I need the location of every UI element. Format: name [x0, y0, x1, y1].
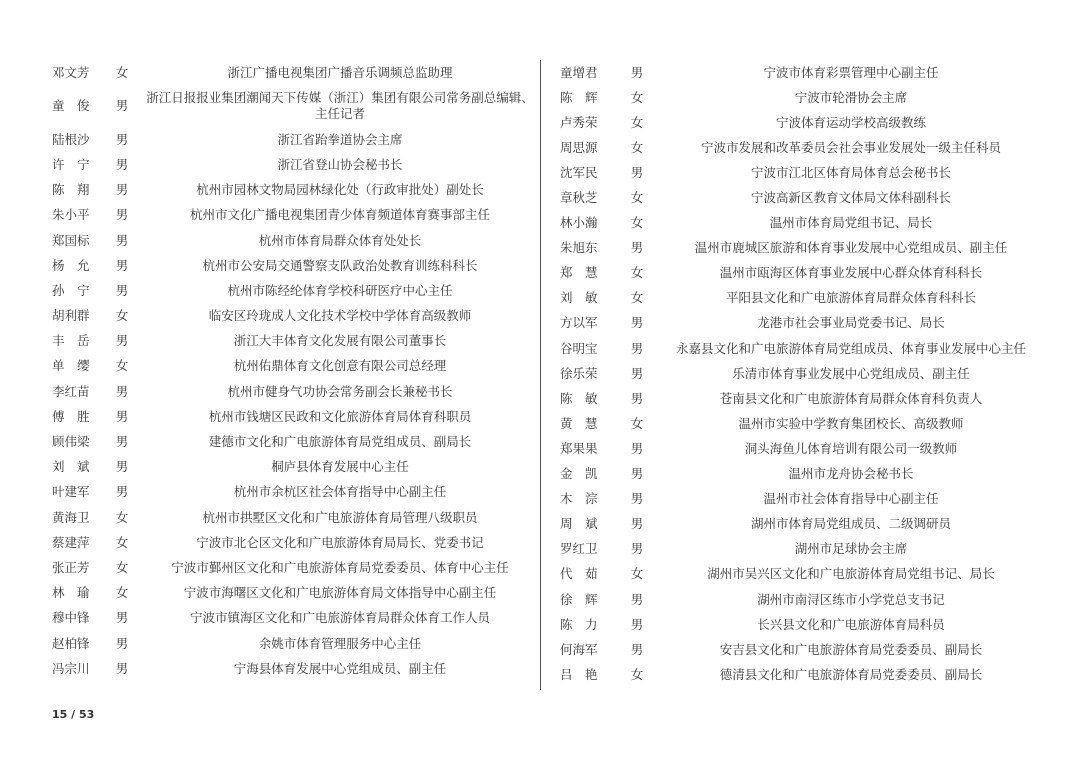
person-title: 浙江省登山协会秘书长	[277, 156, 403, 172]
person-title: 德清县文化和广电旅游体育局党委委员、副局长	[719, 666, 983, 682]
list-item	[560, 411, 1040, 436]
person-title: 杭州市园林文物局园林绿化处（行政审批处）副处长	[196, 182, 484, 198]
person-name: 木 淙	[560, 491, 598, 507]
person-title: 宁波市发展和改革委员会社会事业发展处一级主任科员	[700, 139, 1001, 155]
person-gender: 男	[630, 466, 644, 482]
list-item	[560, 110, 1040, 135]
list-item	[52, 178, 534, 203]
person-title: 杭州市公安局交通警察支队政治处教育训练科科长	[202, 257, 478, 273]
person-title: 宁波市江北区体育局体育总会秘书长	[750, 164, 951, 180]
person-name: 丰 岳	[52, 333, 90, 349]
person-gender: 男	[115, 660, 129, 676]
person-title: 浙江广播电视集团广播音乐调频总监助理	[227, 64, 453, 80]
person-name: 周 斌	[560, 516, 598, 532]
list-item	[52, 429, 534, 454]
person-title: 杭州市钱塘区民政和文化旅游体育局体育科职员	[208, 408, 472, 424]
list-item	[52, 606, 534, 631]
list-item	[560, 462, 1040, 487]
list-item	[560, 436, 1040, 461]
person-gender: 男	[630, 591, 644, 607]
person-name: 徐 辉	[560, 591, 598, 607]
person-name: 黄海卫	[52, 509, 90, 525]
person-gender: 男	[630, 390, 644, 406]
list-item	[560, 587, 1040, 612]
list-item	[52, 329, 534, 354]
person-gender: 男	[630, 240, 644, 256]
person-name: 张正芳	[52, 559, 90, 575]
person-name: 孙 宁	[52, 282, 90, 298]
person-name: 吕 艳	[560, 666, 598, 682]
list-item	[52, 455, 534, 480]
person-title: 宁波市北仑区文化和广电旅游体育局局长、党委书记	[196, 534, 484, 550]
person-title: 浙江日报报业集团潮闻天下传媒（浙江）集团有限公司常务副总编辑、主任记者	[146, 90, 534, 122]
person-title: 宁波市体育彩票管理中心副主任	[763, 64, 939, 80]
person-name: 叶建军	[52, 484, 90, 500]
person-title: 湖州市足球协会主席	[794, 541, 908, 557]
left-column-list	[52, 60, 534, 681]
person-title: 温州市鹿城区旅游和体育事业发展中心党组成员、副主任	[694, 240, 1008, 256]
list-item	[52, 253, 534, 278]
list-item	[560, 662, 1040, 687]
person-name: 沈军民	[560, 164, 598, 180]
person-title: 龙港市社会事业局党委书记、局长	[757, 315, 945, 331]
person-title: 温州市龙舟协会秘书长	[788, 466, 914, 482]
person-gender: 男	[115, 207, 129, 223]
person-name: 冯宗川	[52, 660, 90, 676]
person-title: 温州市实验中学教育集团校长、高级教师	[738, 415, 964, 431]
person-title: 临安区玲珑成人文化技术学校中学体育高级教师	[208, 308, 472, 324]
list-item	[560, 361, 1040, 386]
list-item	[560, 386, 1040, 411]
person-name: 刘 斌	[52, 459, 90, 475]
person-name: 谷明宝	[560, 340, 598, 356]
person-name: 陈 力	[560, 616, 598, 632]
person-name: 林 瑜	[52, 585, 90, 601]
person-title: 杭州市陈经纶体育学校科研医疗中心主任	[227, 282, 453, 298]
person-gender: 男	[115, 383, 129, 399]
person-gender: 男	[630, 616, 644, 632]
list-item	[52, 152, 534, 177]
person-gender: 男	[115, 232, 129, 248]
person-gender: 女	[115, 585, 129, 601]
person-name: 罗红卫	[560, 541, 598, 557]
person-title: 浙江大丰体育文化发展有限公司董事长	[233, 333, 447, 349]
person-title: 余姚市体育管理服务中心主任	[258, 635, 422, 651]
list-item	[52, 404, 534, 429]
list-item	[52, 530, 534, 555]
person-gender: 女	[115, 358, 129, 374]
person-name: 傅 胜	[52, 408, 90, 424]
list-item	[560, 286, 1040, 311]
person-gender: 男	[630, 541, 644, 557]
person-name: 顾伟梁	[52, 434, 90, 450]
list-item	[52, 85, 534, 127]
person-name: 单 缨	[52, 358, 90, 374]
list-item	[52, 228, 534, 253]
person-gender: 男	[115, 610, 129, 626]
person-gender: 男	[630, 516, 644, 532]
person-title: 宁波高新区教育文体局文体科副科长	[750, 190, 951, 206]
person-title: 宁波市轮滑协会主席	[794, 89, 908, 105]
list-item	[560, 261, 1040, 286]
person-title: 桐庐县体育发展中心主任	[271, 459, 409, 475]
list-item	[560, 160, 1040, 185]
person-title: 平阳县文化和广电旅游体育局群众体育科科长	[725, 290, 976, 306]
person-name: 陈 翔	[52, 182, 90, 198]
person-title: 宁波市海曙区文化和广电旅游体育局文体指导中心副主任	[183, 585, 497, 601]
person-title: 长兴县文化和广电旅游体育局科员	[757, 616, 945, 632]
list-item	[560, 562, 1040, 587]
person-gender: 男	[115, 282, 129, 298]
list-item	[560, 637, 1040, 662]
person-name: 徐乐荣	[560, 365, 598, 381]
person-gender: 男	[115, 257, 129, 273]
person-gender: 男	[115, 98, 129, 114]
person-name: 郑果果	[560, 440, 598, 456]
person-title: 湖州市南浔区练市小学党总支书记	[757, 591, 945, 607]
person-gender: 男	[115, 131, 129, 147]
person-gender: 男	[630, 315, 644, 331]
list-item	[52, 581, 534, 606]
list-item	[52, 127, 534, 152]
person-name: 何海军	[560, 641, 598, 657]
person-title: 乐清市体育事业发展中心党组成员、副主任	[732, 365, 970, 381]
list-item	[52, 278, 534, 303]
person-gender: 男	[115, 635, 129, 651]
person-title: 湖州市吴兴区文化和广电旅游体育局党组书记、局长	[707, 566, 995, 582]
person-name: 陈 敏	[560, 390, 598, 406]
person-name: 邓文芳	[52, 64, 90, 80]
list-item	[52, 60, 534, 85]
person-title: 宁波市镇海区文化和广电旅游体育局群众体育工作人员	[189, 610, 490, 626]
person-gender: 女	[630, 265, 644, 281]
list-item	[560, 336, 1040, 361]
person-gender: 男	[630, 340, 644, 356]
person-name: 童增君	[560, 64, 598, 80]
person-gender: 女	[115, 559, 129, 575]
list-item	[52, 505, 534, 530]
person-gender: 女	[630, 415, 644, 431]
person-title: 建德市文化和广电旅游体育局党组成员、副局长	[208, 434, 472, 450]
person-name: 章秋芝	[560, 190, 598, 206]
person-name: 金 凯	[560, 466, 598, 482]
page-number: 15 / 53	[52, 708, 95, 721]
person-title: 宁波市鄞州区文化和广电旅游体育局党委委员、体育中心主任	[171, 559, 509, 575]
person-gender: 女	[630, 139, 644, 155]
person-name: 蔡建萍	[52, 534, 90, 550]
list-item	[560, 60, 1040, 85]
person-title: 洞头海鱼儿体育培训有限公司一级教师	[744, 440, 958, 456]
person-name: 陈 辉	[560, 89, 598, 105]
person-title: 杭州市拱墅区文化和广电旅游体育局管理八级职员	[202, 509, 478, 525]
list-item	[560, 211, 1040, 236]
person-name: 童 俊	[52, 98, 90, 114]
person-name: 林小瀚	[560, 215, 598, 231]
person-title: 湖州市体育局党组成员、二级调研员	[750, 516, 951, 532]
person-name: 胡利群	[52, 308, 90, 324]
person-gender: 女	[115, 509, 129, 525]
person-name: 周思源	[560, 139, 598, 155]
person-gender: 女	[630, 190, 644, 206]
list-item	[560, 85, 1040, 110]
person-title: 温州市体育局党组书记、局长	[769, 215, 933, 231]
person-name: 刘 敏	[560, 290, 598, 306]
list-item	[560, 487, 1040, 512]
person-gender: 女	[630, 89, 644, 105]
person-gender: 男	[630, 64, 644, 80]
person-title: 永嘉县文化和广电旅游体育局党组成员、体育事业发展中心主任	[675, 340, 1026, 356]
person-gender: 男	[630, 164, 644, 180]
list-item	[560, 311, 1040, 336]
person-name: 郑 慧	[560, 265, 598, 281]
person-gender: 男	[630, 440, 644, 456]
person-title: 温州市瓯海区体育事业发展中心群众体育科科长	[719, 265, 983, 281]
person-title: 杭州市体育局群众体育处处长	[258, 232, 422, 248]
list-item	[560, 185, 1040, 210]
person-gender: 女	[630, 666, 644, 682]
person-gender: 男	[115, 459, 129, 475]
person-name: 杨 允	[52, 257, 90, 273]
person-name: 许 宁	[52, 156, 90, 172]
person-name: 卢秀荣	[560, 114, 598, 130]
list-item	[560, 537, 1040, 562]
person-gender: 男	[630, 365, 644, 381]
column-divider	[540, 60, 541, 690]
person-title: 宁波体育运动学校高级教练	[775, 114, 926, 130]
person-gender: 男	[115, 434, 129, 450]
person-title: 杭州市余杭区社会体育指导中心副主任	[233, 484, 447, 500]
person-gender: 女	[115, 308, 129, 324]
person-title: 杭州市文化广播电视集团青少体育频道体育赛事部主任	[189, 207, 490, 223]
person-gender: 女	[630, 114, 644, 130]
person-title: 苍南县文化和广电旅游体育局群众体育科负责人	[719, 390, 983, 406]
person-name: 朱旭东	[560, 240, 598, 256]
right-column-list	[560, 60, 1040, 687]
person-gender: 男	[115, 182, 129, 198]
person-title: 安吉县文化和广电旅游体育局党委委员、副局长	[719, 641, 983, 657]
person-name: 陆根沙	[52, 131, 90, 147]
person-gender: 男	[115, 333, 129, 349]
list-item	[52, 656, 534, 681]
list-item	[52, 379, 534, 404]
person-gender: 男	[115, 156, 129, 172]
person-gender: 男	[630, 641, 644, 657]
person-name: 李红苗	[52, 383, 90, 399]
person-name: 郑国标	[52, 232, 90, 248]
list-item	[560, 236, 1040, 261]
person-gender: 女	[115, 64, 129, 80]
person-name: 黄 慧	[560, 415, 598, 431]
list-item	[560, 512, 1040, 537]
list-item	[52, 480, 534, 505]
person-gender: 女	[630, 215, 644, 231]
person-title: 杭州市健身气功协会常务副会长兼秘书长	[227, 383, 453, 399]
person-gender: 男	[115, 408, 129, 424]
person-name: 方以军	[560, 315, 598, 331]
person-title: 浙江省跆拳道协会主席	[277, 131, 403, 147]
list-item	[560, 612, 1040, 637]
person-gender: 女	[115, 534, 129, 550]
list-item	[52, 631, 534, 656]
person-gender: 男	[630, 491, 644, 507]
person-name: 代 茹	[560, 566, 598, 582]
person-title: 杭州佑鼎体育文化创意有限公司总经理	[233, 358, 447, 374]
list-item	[52, 555, 534, 580]
person-title: 温州市社会体育指导中心副主任	[763, 491, 939, 507]
person-gender: 男	[115, 484, 129, 500]
list-item	[52, 304, 534, 329]
person-gender: 女	[630, 566, 644, 582]
person-title: 宁海县体育发展中心党组成员、副主任	[233, 660, 447, 676]
list-item	[52, 203, 534, 228]
list-item	[52, 354, 534, 379]
person-name: 赵柏锋	[52, 635, 90, 651]
person-gender: 女	[630, 290, 644, 306]
person-name: 朱小平	[52, 207, 90, 223]
person-name: 穆中锋	[52, 610, 90, 626]
list-item	[560, 135, 1040, 160]
